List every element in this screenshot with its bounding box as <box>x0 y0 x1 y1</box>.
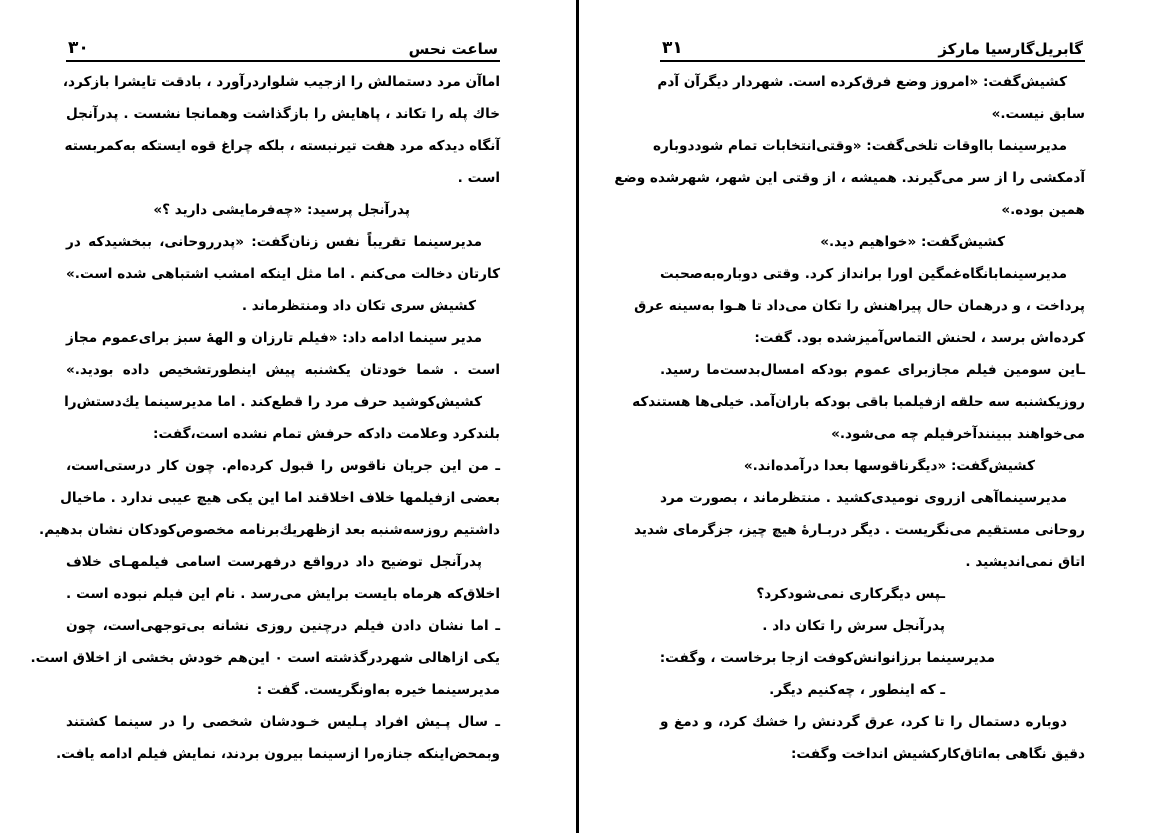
text-line: اتاق نمی‌اندیشید . <box>965 554 1085 570</box>
right-page-header <box>660 28 1085 62</box>
text-line: کشیش‌گفت: «دیگرناقوسها بعدا درآمده‌اند.» <box>743 458 1035 474</box>
text-line: بعضی ازفیلمها خلاف اخلاقند اما این یکی هیچ عیبی ندارد . ماخیال <box>60 490 500 506</box>
text-line: مدیرسینما بااوقات تلخی‌گفت: «وقتی‌انتخابات تمام شوددوباره <box>652 138 1067 154</box>
text-line: پدرآنجل پرسید: «چه‌فرمایشی دارید ؟» <box>153 202 410 218</box>
text-line: کشیش‌گفت: «خواهیم دید.» <box>820 234 1005 250</box>
text-line: کشیش‌گفت: «امروز وضع فرق‌کرده است. شهردار دیگرآن آدم <box>657 74 1067 90</box>
text-line: کارتان دخالت می‌کنم . اما مثل اینکه امشب اشتباهی شده است.» <box>66 266 500 282</box>
text-line: پدرآنجل توضیح داد درواقع درفهرست اسامی فیلمهـای خلاف <box>66 554 482 570</box>
text-line: است . شما خودتان یکشنبه پیش اینطورتشخیص داده بودید.» <box>66 362 500 378</box>
text-line: است . <box>457 170 500 186</box>
text-line: سابق نیست.» <box>991 106 1085 122</box>
text-line: خاك پله را تکاند ، پاهایش را بازگذاشت وهمانجا نشست . پدرآنجل <box>66 106 500 122</box>
text-line: ـاین سومین فیلم مجازبرای عموم بودکه امسال‌بدست‌ما رسید. <box>660 362 1085 378</box>
text-line: اماآن مرد دستمالش را ازجیب شلواردرآورد ، بادقت تایشرا بازکرد، <box>62 74 500 90</box>
text-line: مدیرسینما تقریباً نفس زنان‌گفت: «پدرروحانی، ببخشیدکه در <box>66 234 482 250</box>
text-line: کرده‌اش برسد ، لحنش التماس‌آمیزشده بود. گفت: <box>754 330 1085 346</box>
text-line: یکی ازاهالی شهردرگذشته است ۰ این‌هم خودش بخشی از اخلاق است. <box>30 650 500 666</box>
left-page <box>30 28 500 770</box>
text-line: وبمحض‌اینکه جنازه‌را ازسینما بیرون بردند، نمایش فیلم ادامه یافت. <box>55 746 500 762</box>
text-line: روزیکشنبه سه حلقه ازفیلمبا باقی بودکه باران‌آمد. خیلی‌ها هستندکه <box>632 394 1085 410</box>
left-page-number: ۳۰ <box>68 38 89 58</box>
text-line: ـ اما نشان دادن فیلم درچنین روزی نشانه بی‌توجهی‌است، چون <box>66 618 500 634</box>
left-page-body <box>30 66 500 770</box>
text-line: می‌خواهند ببینندآخرفیلم چه می‌شود.» <box>831 426 1085 442</box>
book-spine <box>576 0 579 833</box>
text-line: ـ سال پـیش افراد پـلیس خـودشان شخصی را در سینما کشتند <box>66 714 500 730</box>
text-line: آنگاه دیدکه مرد هفت تیرنبسته ، بلکه چراغ قوه ایستکه به‌کمربسته <box>64 138 500 154</box>
text-line: مدیرسینمابانگاه‌غمگین اورا برانداز کرد. وقتی دوباره‌به‌صحبت <box>660 266 1067 282</box>
text-line: پرداخت ، و درهمان حال پیراهنش را تکان می‌داد تا هـوا به‌سینه عرق <box>634 298 1085 314</box>
text-line: همین بوده.» <box>1001 202 1085 218</box>
left-page-header <box>66 28 500 62</box>
right-page-number: ۳۱ <box>662 38 683 58</box>
text-line: مدیرسینماآهی ازروی نومیدی‌کشید . منتظرماند ، بصورت مرد <box>660 490 1067 506</box>
text-line: روحانی مستقیم می‌نگریست . دیگر دربـارۀ هیچ چیز، جزگرمای شدید <box>633 522 1085 538</box>
text-line: ـ که اینطور ، چه‌کنیم دیگر. <box>769 682 945 698</box>
text-line: آدمکشی را از سر می‌گیرند. همیشه ، از وقتی این شهر، شهرشده وضع <box>614 170 1085 186</box>
text-line: داشتیم روزسه‌شنبه بعد ازظهریك‌برنامه مخصوص‌کودکان نشان بدهیم. <box>39 522 500 538</box>
text-line: اخلاق‌که هرماه بایست برایش می‌رسد . نام این فیلم نبوده است . <box>66 586 500 602</box>
text-line: پدرآنجل سرش را تکان داد . <box>762 618 945 634</box>
text-line: دقیق نگاهی به‌اتاق‌کارکشیش انداخت وگفت: <box>790 746 1085 762</box>
text-line: دوباره دستمال را تا کرد، عرق گردنش را خشك کرد، و دمغ و <box>660 714 1067 730</box>
text-line: مدیر سینما ادامه داد: «فیلم تارزان و الهۀ سبز برای‌عموم مجاز <box>66 330 482 346</box>
right-page-title: گابریل‌گارسیا مارکز <box>938 40 1083 58</box>
text-line: ـ من این جریان ناقوس را قبول کردەام. چون کار درستی‌است، <box>66 458 500 474</box>
text-line: مدیرسینما برزانوانش‌کوفت ازجا برخاست ، وگفت: <box>659 650 995 666</box>
text-line: کشیش سری تکان داد ومنتظرماند . <box>241 298 476 314</box>
left-page-title: ساعت نحس <box>408 40 498 58</box>
text-line: کشیش‌کوشید حرف مرد را قطع‌کند . اما مدیرسینما یك‌دستش‌را <box>64 394 482 410</box>
text-line: بلندکرد وعلامت دادکه حرفش تمام نشده است،گفت: <box>153 426 500 442</box>
text-line: ـپس دیگرکاری نمی‌شودکرد؟ <box>756 586 945 602</box>
right-page <box>614 28 1085 770</box>
text-line: مدیرسینما خیره به‌اونگریست. گفت : <box>256 682 500 698</box>
right-page-body <box>614 66 1085 770</box>
